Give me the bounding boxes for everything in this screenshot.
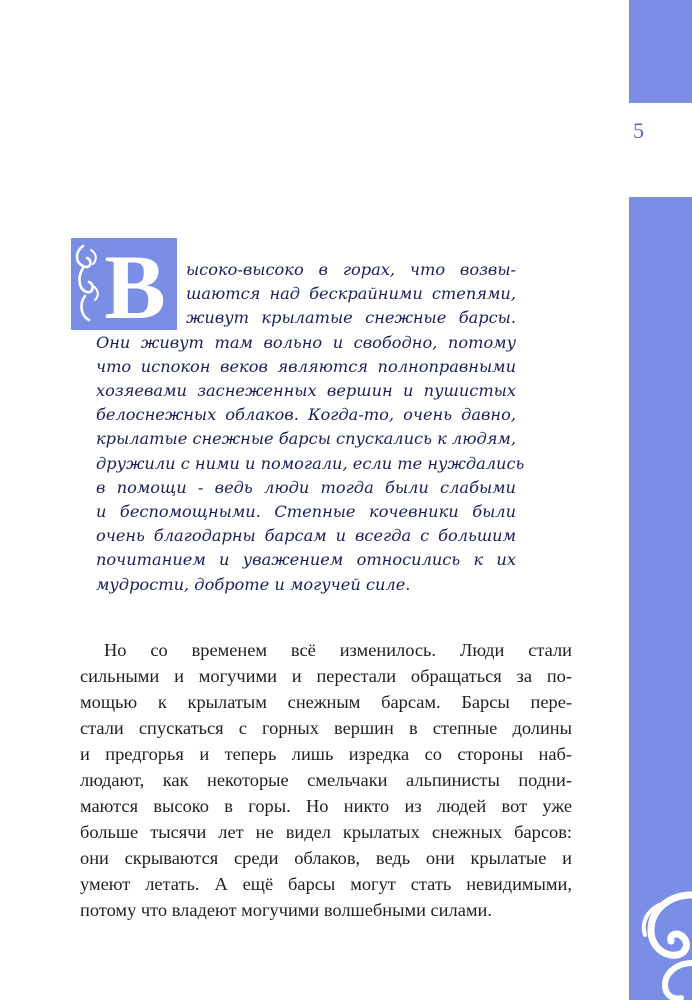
body-line: стали спускаться с горных вершин в степные долины (80, 718, 572, 738)
script-line: хозяевами заснеженных вершин и пушистых (96, 381, 516, 400)
drop-cap-initial (71, 238, 177, 330)
script-line: в помощи - ведь люди тогда были слабыми (96, 478, 516, 497)
script-line: шаются над бескрайними степями, (186, 284, 516, 303)
script-line: ысоко-высоко в горах, что возвы- (186, 260, 516, 279)
script-line: что испокон веков являются полноправными (96, 357, 516, 376)
body-line: Но со временем всё изменилось. Люди стали (104, 640, 572, 660)
drop-cap-letter: В (104, 238, 166, 330)
body-line: людают, как некоторые смельчаки альпинисты подни- (80, 770, 572, 790)
script-line: очень благодарны барсам и всегда с большим (96, 526, 516, 545)
script-line: живут крылатые снежные барсы. (186, 308, 516, 327)
body-line: больше тысячи лет не видел крылатых снежных барсов: (80, 822, 572, 842)
script-line: почитанием и уважением относились к их (96, 550, 516, 569)
ornament-icon (629, 885, 692, 1000)
page-edge-decor-top (629, 0, 692, 103)
script-line: белоснежных облаков. Когда-то, очень давно, (96, 405, 516, 424)
body-line: и предгорья и теперь лишь изредка со стороны наб- (80, 744, 572, 764)
page-edge-decor-band (629, 197, 692, 1000)
body-line: умеют летать. А ещё барсы могут стать невидимыми, (80, 874, 572, 894)
body-line: мощью к крылатым снежным барсам. Барсы пере- (80, 692, 572, 712)
script-line: крылатые снежные барсы спускались к людям, (96, 429, 516, 448)
page-number: 5 (633, 118, 644, 143)
body-line: сильными и могучими и перестали обращаться за по- (80, 666, 572, 686)
body-line: они скрываются среди облаков, ведь они крылатые и (80, 848, 572, 868)
script-line: Они живут там вольно и свободно, потому (96, 333, 516, 352)
script-line: мудрости, доброте и могучей силе. (96, 575, 411, 594)
script-line: и беспомощными. Степные кочевники были (96, 502, 516, 521)
script-line: дружили с ними и помогали, если те нуждались (96, 454, 525, 473)
body-line: потому что владеют могучими волшебными силами. (80, 900, 492, 920)
body-line: маются высоко в горы. Но никто из людей вот уже (80, 796, 572, 816)
